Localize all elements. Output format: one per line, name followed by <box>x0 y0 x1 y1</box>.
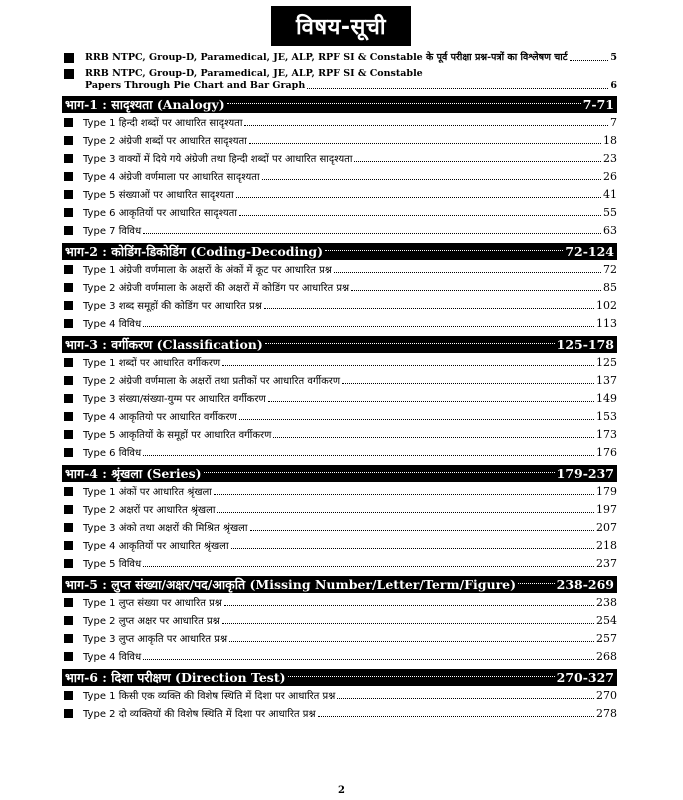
toc-item-page: 113 <box>596 317 617 330</box>
toc-item-label: Type 4 विविध <box>83 319 142 330</box>
toc-item-label: Type 4 अंग्रेजी वर्णमाला पर आधारित सादृश्यता <box>83 172 260 183</box>
section-page-range: 125-178 <box>556 337 614 352</box>
leader-dots <box>227 103 581 104</box>
toc-item[interactable] <box>62 260 617 278</box>
table-of-contents <box>62 52 617 722</box>
toc-item[interactable] <box>62 536 617 554</box>
leader-dots <box>229 641 594 642</box>
section-title: भाग-1 : सादृश्यता (Analogy) <box>65 97 225 112</box>
toc-item-label: Type 3 अंको तथा अक्षरों की मिश्रित श्रृंखला <box>83 523 248 534</box>
toc-item[interactable] <box>62 611 617 629</box>
toc-item-label: Type 4 आकृतियों पर आधारित श्रृंखला <box>83 541 229 552</box>
section-title: भाग-5 : लुप्त संख्या/अक्षर/पद/आकृति (Missing Number/Letter/Term/Figure) <box>65 577 517 592</box>
toc-item[interactable] <box>62 647 617 665</box>
toc-item-page: 238 <box>596 596 617 609</box>
intro-item[interactable] <box>62 68 617 92</box>
leader-dots <box>325 250 563 251</box>
toc-item-page: 72 <box>603 263 617 276</box>
sections-container <box>62 96 617 722</box>
intro-item-label: RRB NTPC, Group-D, Paramedical, JE, ALP, RPF SI & Constable <box>85 68 423 79</box>
section-title: भाग-3 : वर्गीकरण (Classification) <box>65 337 263 352</box>
leader-dots <box>231 548 594 549</box>
leader-dots <box>273 437 594 438</box>
toc-item-page: 268 <box>596 650 617 663</box>
square-bullet-icon <box>64 283 73 292</box>
toc-item-label: Type 1 लुप्त संख्या पर आधारित प्रश्न <box>83 598 222 609</box>
toc-item-label: Type 1 शब्दों पर आधारित वर्गीकरण <box>83 358 221 369</box>
toc-item-page: 270 <box>596 689 617 702</box>
toc-item[interactable] <box>62 185 617 203</box>
square-bullet-icon <box>64 523 73 532</box>
leader-dots <box>244 125 608 126</box>
leader-dots <box>239 215 601 216</box>
section-header[interactable] <box>62 336 617 353</box>
toc-item[interactable] <box>62 131 617 149</box>
square-bullet-icon <box>64 634 73 643</box>
section-header[interactable] <box>62 669 617 686</box>
leader-dots <box>262 179 601 180</box>
intro-item-label-cont: Papers Through Pie Chart and Bar Graph <box>85 80 306 91</box>
toc-item[interactable] <box>62 482 617 500</box>
toc-item[interactable] <box>62 278 617 296</box>
toc-item[interactable] <box>62 353 617 371</box>
leader-dots <box>354 161 601 162</box>
leader-dots <box>249 143 601 144</box>
square-bullet-icon <box>64 652 73 661</box>
square-bullet-icon <box>64 190 73 199</box>
toc-item[interactable] <box>62 425 617 443</box>
section-title: भाग-2 : कोडिंग-डिकोडिंग (Coding-Decoding) <box>65 244 324 259</box>
section-header[interactable] <box>62 465 617 482</box>
toc-item-label: Type 3 शब्द समूहों की कोडिंग पर आधारित प्रश्न <box>83 301 262 312</box>
leader-dots <box>143 659 594 660</box>
section-page-range: 179-237 <box>556 466 614 481</box>
toc-section <box>62 336 617 461</box>
leader-dots <box>143 233 601 234</box>
square-bullet-icon <box>64 172 73 181</box>
intro-item-page: 6 <box>610 80 617 91</box>
toc-item-label: Type 5 आकृतियों के समूहों पर आधारित वर्गीकरण <box>83 430 272 441</box>
toc-item[interactable] <box>62 149 617 167</box>
leader-dots <box>239 419 594 420</box>
toc-section <box>62 96 617 239</box>
toc-item-page: 63 <box>603 224 617 237</box>
leader-dots <box>342 383 594 384</box>
leader-dots <box>518 583 555 584</box>
toc-item-label: Type 6 आकृतियों पर आधारित सादृश्यता <box>83 208 237 219</box>
square-bullet-icon <box>64 559 73 568</box>
toc-item[interactable] <box>62 113 617 131</box>
toc-item-page: 218 <box>596 539 617 552</box>
toc-item[interactable] <box>62 686 617 704</box>
square-bullet-icon <box>64 319 73 328</box>
leader-dots <box>351 290 601 291</box>
page-number: 2 <box>338 785 345 796</box>
square-bullet-icon <box>64 69 74 79</box>
square-bullet-icon <box>64 505 73 514</box>
toc-item-label: Type 3 वाक्यों में दिये गये अंग्रेजी तथा हिन्दी शब्दों पर आधारित सादृश्यता <box>83 154 353 165</box>
toc-item-label: Type 4 विविध <box>83 652 142 663</box>
toc-item-page: 18 <box>603 134 617 147</box>
toc-item-label: Type 1 अंग्रेजी वर्णमाला के अक्षरों के अंकों में कूट पर आधारित प्रश्न <box>83 265 332 276</box>
square-bullet-icon <box>64 691 73 700</box>
toc-item-page: 176 <box>596 446 617 459</box>
toc-item-page: 41 <box>603 188 617 201</box>
section-page-range: 270-327 <box>556 670 614 685</box>
toc-item-label: Type 2 लुप्त अक्षर पर आधारित प्रश्न <box>83 616 220 627</box>
square-bullet-icon <box>64 412 73 421</box>
toc-item[interactable] <box>62 314 617 332</box>
leader-dots <box>222 623 594 624</box>
square-bullet-icon <box>64 487 73 496</box>
toc-item[interactable] <box>62 554 617 572</box>
toc-item-page: 257 <box>596 632 617 645</box>
square-bullet-icon <box>64 226 73 235</box>
leader-dots <box>143 455 594 456</box>
square-bullet-icon <box>64 358 73 367</box>
leader-dots <box>268 401 594 402</box>
toc-item-page: 237 <box>596 557 617 570</box>
section-title: भाग-4 : श्रृंखला (Series) <box>65 466 202 481</box>
toc-item[interactable] <box>62 203 617 221</box>
toc-item[interactable] <box>62 167 617 185</box>
toc-item[interactable] <box>62 296 617 314</box>
section-page-range: 7-71 <box>582 97 614 112</box>
square-bullet-icon <box>64 136 73 145</box>
toc-item-label: Type 7 विविध <box>83 226 142 237</box>
leader-dots <box>337 698 594 699</box>
square-bullet-icon <box>64 376 73 385</box>
toc-item-page: 7 <box>610 116 617 129</box>
toc-item-label: Type 6 विविध <box>83 448 142 459</box>
square-bullet-icon <box>64 301 73 310</box>
square-bullet-icon <box>64 541 73 550</box>
square-bullet-icon <box>64 616 73 625</box>
leader-dots <box>318 716 594 717</box>
toc-item-page: 197 <box>596 503 617 516</box>
leader-dots <box>222 365 594 366</box>
toc-item-page: 102 <box>596 299 617 312</box>
toc-section <box>62 465 617 572</box>
leader-dots <box>204 472 555 473</box>
toc-item[interactable] <box>62 371 617 389</box>
toc-item-label: Type 3 संख्या/संख्या-युग्म पर आधारित वर्गीकरण <box>83 394 266 405</box>
toc-item-page: 85 <box>603 281 617 294</box>
section-header[interactable] <box>62 576 617 593</box>
section-header[interactable] <box>62 96 617 113</box>
intro-item-label: RRB NTPC, Group-D, Paramedical, JE, ALP, RPF SI & Constable के पूर्व परीक्षा प्रश्न-पत्रों का विश्लेषण चार्ट <box>85 52 568 63</box>
toc-item-label: Type 2 दो व्यक्तियों की विशेष स्थिति में दिशा पर आधारित प्रश्न <box>83 709 316 720</box>
toc-item-page: 149 <box>596 392 617 405</box>
square-bullet-icon <box>64 598 73 607</box>
toc-item-page: 137 <box>596 374 617 387</box>
leader-dots <box>214 494 594 495</box>
toc-item-page: 26 <box>603 170 617 183</box>
toc-section <box>62 669 617 722</box>
toc-item-page: 173 <box>596 428 617 441</box>
toc-item-page: 23 <box>603 152 617 165</box>
leader-dots <box>217 512 594 513</box>
toc-item-label: Type 1 किसी एक व्यक्ति की विशेष स्थिति में दिशा पर आधारित प्रश्न <box>83 691 336 702</box>
toc-item-label: Type 2 अंग्रेजी वर्णमाला के अक्षरों की अक्षरों में कोडिंग पर आधारित प्रश्न <box>83 283 350 294</box>
toc-item-page: 207 <box>596 521 617 534</box>
toc-section <box>62 576 617 665</box>
toc-item[interactable] <box>62 221 617 239</box>
toc-item-label: Type 1 हिन्दी शब्दों पर आधारित सादृश्यता <box>83 118 243 129</box>
toc-item[interactable] <box>62 407 617 425</box>
section-header[interactable] <box>62 243 617 260</box>
toc-item-label: Type 2 अंग्रेजी शब्दों पर आधारित सादृश्यता <box>83 136 247 147</box>
toc-item-page: 55 <box>603 206 617 219</box>
square-bullet-icon <box>64 265 73 274</box>
square-bullet-icon <box>64 430 73 439</box>
toc-item-page: 153 <box>596 410 617 423</box>
toc-item-page: 125 <box>596 356 617 369</box>
square-bullet-icon <box>64 394 73 403</box>
square-bullet-icon <box>64 118 73 127</box>
intro-list <box>62 52 617 92</box>
toc-item-label: Type 2 अंग्रेजी वर्णमाला के अक्षरों तथा प्रतीकों पर आधारित वर्गीकरण <box>83 376 341 387</box>
leader-dots <box>143 566 594 567</box>
toc-section <box>62 243 617 332</box>
toc-item-label: Type 5 संख्याओं पर आधारित सादृश्यता <box>83 190 234 201</box>
toc-item[interactable] <box>62 518 617 536</box>
leader-dots <box>334 272 601 273</box>
toc-item[interactable] <box>62 593 617 611</box>
leader-dots <box>265 343 555 344</box>
toc-item-page: 278 <box>596 707 617 720</box>
leader-dots <box>264 308 594 309</box>
section-page-range: 72-124 <box>565 244 614 259</box>
square-bullet-icon <box>64 53 74 63</box>
leader-dots <box>288 676 555 677</box>
leader-dots <box>236 197 601 198</box>
toc-item-page: 179 <box>596 485 617 498</box>
square-bullet-icon <box>64 448 73 457</box>
square-bullet-icon <box>64 154 73 163</box>
toc-item-label: Type 1 अंकों पर आधारित श्रृंखला <box>83 487 212 498</box>
leader-dots <box>307 88 608 89</box>
leader-dots <box>250 530 594 531</box>
square-bullet-icon <box>64 709 73 718</box>
toc-item-label: Type 3 लुप्त आकृति पर आधारित प्रश्न <box>83 634 228 645</box>
toc-item-label: Type 5 विविध <box>83 559 142 570</box>
toc-item[interactable] <box>62 500 617 518</box>
toc-item[interactable] <box>62 389 617 407</box>
leader-dots <box>224 605 594 606</box>
square-bullet-icon <box>64 208 73 217</box>
section-page-range: 238-269 <box>556 577 614 592</box>
leader-dots <box>570 60 609 61</box>
intro-item[interactable] <box>62 52 617 64</box>
leader-dots <box>143 326 594 327</box>
toc-item[interactable] <box>62 629 617 647</box>
toc-item[interactable] <box>62 704 617 722</box>
page-title: विषय-सूची <box>271 6 411 46</box>
toc-item-label: Type 2 अक्षरों पर आधारित श्रृंखला <box>83 505 216 516</box>
toc-item[interactable] <box>62 443 617 461</box>
toc-item-page: 254 <box>596 614 617 627</box>
intro-item-page: 5 <box>610 52 617 63</box>
toc-item-label: Type 4 आकृतियो पर आधारित वर्गीकरण <box>83 412 237 423</box>
section-title: भाग-6 : दिशा परीक्षण (Direction Test) <box>65 670 286 685</box>
